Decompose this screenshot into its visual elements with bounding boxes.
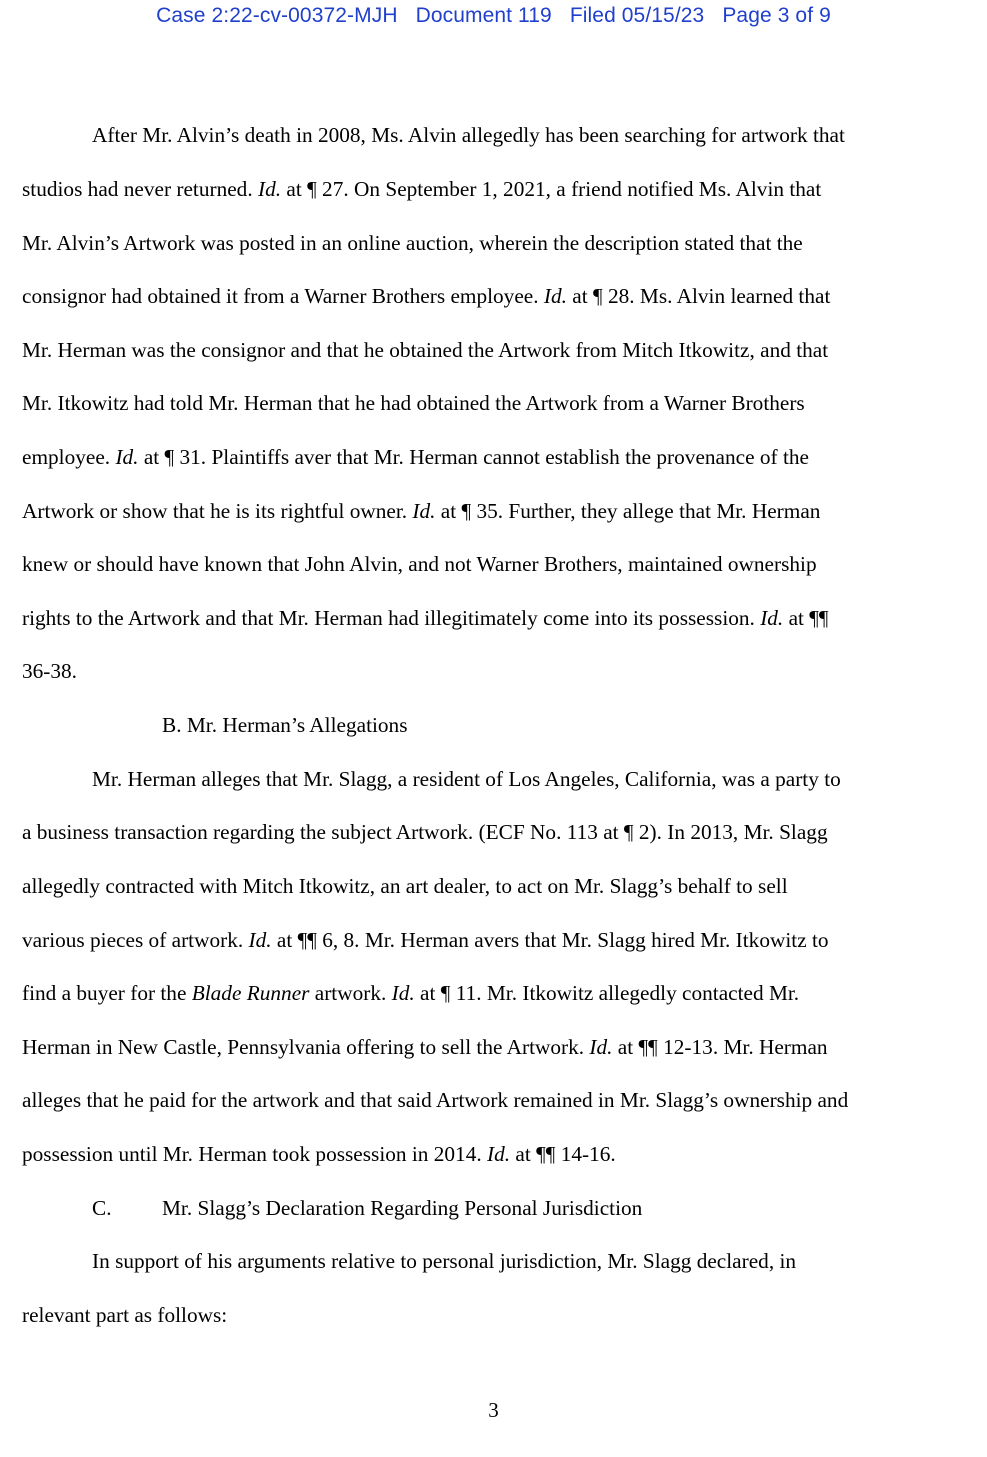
text-line: Herman in New Castle, Pennsylvania offering to sell the Artwork. Id. at ¶¶ 12-13. Mr. Herman	[22, 1035, 828, 1059]
document-number: Document 119	[415, 4, 552, 27]
text-line: knew or should have known that John Alvin, and not Warner Brothers, maintained ownership	[22, 552, 817, 576]
text-line: C.	[92, 1196, 112, 1220]
text-line: rights to the Artwork and that Mr. Herman had illegitimately come into its possession. Id. at ¶¶	[22, 606, 829, 630]
text-line: In support of his arguments relative to personal jurisdiction, Mr. Slagg declared, in	[92, 1249, 797, 1273]
filed-date: Filed 05/15/23	[569, 4, 705, 27]
text-line: Mr. Alvin’s Artwork was posted in an online auction, wherein the description stated that the	[22, 231, 803, 255]
page-indicator: Page 3 of 9	[722, 4, 831, 27]
text-line: Artwork or show that he is its rightful owner. Id. at ¶ 35. Further, they allege that Mr. Herman	[22, 499, 821, 523]
text-line: allegedly contracted with Mitch Itkowitz, an art dealer, to act on Mr. Slagg’s behalf to sell	[22, 874, 788, 898]
text-line: employee. Id. at ¶ 31. Plaintiffs aver that Mr. Herman cannot establish the provenance of the	[22, 445, 809, 469]
text-line: alleges that he paid for the artwork and that said Artwork remained in Mr. Slagg’s ownership and	[22, 1088, 849, 1112]
text-line: B. Mr. Herman’s Allegations	[162, 713, 408, 737]
text-line: Mr. Herman alleges that Mr. Slagg, a resident of Los Angeles, California, was a party to	[92, 767, 841, 791]
text-line: studios had never returned. Id. at ¶ 27. On September 1, 2021, a friend notified Ms. Alvin that	[22, 177, 822, 201]
text-line: After Mr. Alvin’s death in 2008, Ms. Alvin allegedly has been searching for artwork that	[92, 123, 845, 147]
text-line: possession until Mr. Herman took possession in 2014. Id. at ¶¶ 14-16.	[22, 1142, 616, 1166]
text-line: Mr. Herman was the consignor and that he obtained the Artwork from Mitch Itkowitz, and that	[22, 338, 829, 362]
text-line: a business transaction regarding the subject Artwork. (ECF No. 113 at ¶ 2). In 2013, Mr. Slagg	[22, 820, 828, 844]
text-line: consignor had obtained it from a Warner Brothers employee. Id. at ¶ 28. Ms. Alvin learned that	[22, 284, 831, 308]
page-number: 3	[488, 1398, 499, 1422]
text-line: find a buyer for the Blade Runner artwork. Id. at ¶ 11. Mr. Itkowitz allegedly contacted Mr.	[22, 981, 800, 1005]
ecf-header-stamp	[0, 4, 987, 28]
case-number: Case 2:22-cv-00372-MJH	[156, 4, 398, 27]
text-line: 36-38.	[22, 659, 78, 683]
text-line: various pieces of artwork. Id. at ¶¶ 6, 8. Mr. Herman avers that Mr. Slagg hired Mr. Itkowitz to	[22, 928, 829, 952]
text-line: Mr. Itkowitz had told Mr. Herman that he had obtained the Artwork from a Warner Brothers	[22, 391, 805, 415]
text-line: relevant part as follows:	[22, 1303, 228, 1327]
text-line: Mr. Slagg’s Declaration Regarding Personal Jurisdiction	[162, 1196, 643, 1220]
